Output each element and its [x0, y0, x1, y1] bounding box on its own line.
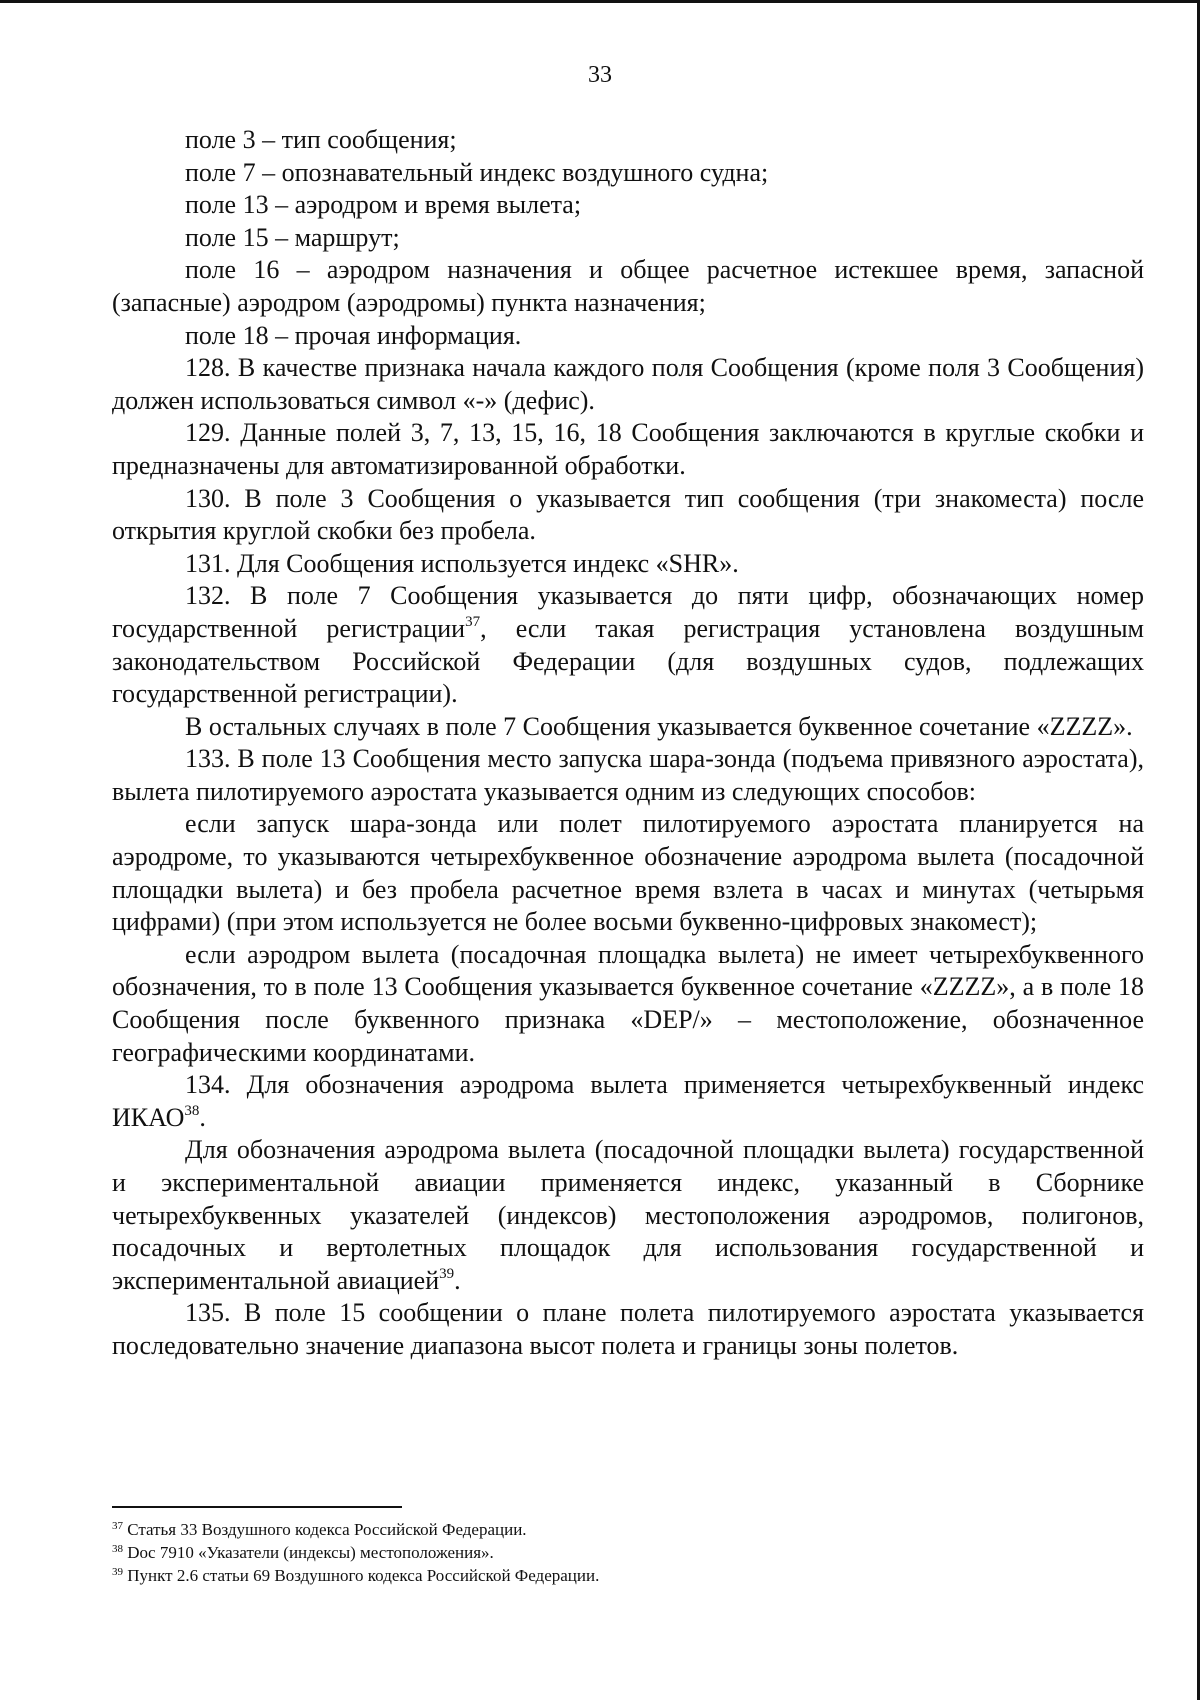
paragraph	[112, 1069, 1144, 1134]
paragraph: поле 16 – аэродром назначения и общее расчетное истекшее время, запасной (запасные) аэродром (аэродромы) пункта назначения;	[112, 255, 1144, 317]
footnote-number: 38	[112, 1543, 123, 1555]
paragraph: 131. Для Сообщения используется индекс «SHR».	[185, 548, 739, 578]
paragraph-text: .	[454, 1265, 461, 1295]
scan-edge-top	[0, 0, 1200, 3]
paragraph: 130. В поле 3 Сообщения о указывается тип сообщения (три знакоместа) после открытия круглой скобки без пробела.	[112, 483, 1144, 546]
paragraph-text: , если такая регистрация установлена воздушным законодательством Российской Федерации (для воздушных судов, подлежащих государственной регистрации).	[112, 613, 1144, 709]
paragraph	[112, 1134, 1144, 1297]
paragraph-text: Для обозначения аэродрома вылета (посадочной площадки вылета) государственной и экспериментальной авиации применяется индекс, указанный в Сборнике четырехбуквенных указателей (индексов) местоположения аэродромов, полигонов, посадочных и вертолетных площадок для использования государственной и экспериментальной авиацией	[112, 1135, 1144, 1295]
footnote-ref: 37	[465, 613, 481, 630]
footnote-number: 39	[112, 1566, 123, 1578]
page-number: 33	[588, 62, 612, 88]
footnote-text: Doc 7910 «Указатели (индексы) местоположения».	[123, 1543, 494, 1562]
paragraph: поле 13 – аэродром и время вылета;	[185, 190, 582, 220]
paragraph-text: 134. Для обозначения аэродрома вылета применяется четырехбуквенный индекс ИКАО	[112, 1070, 1144, 1132]
footnote-text: Пункт 2.6 статьи 69 Воздушного кодекса Российской Федерации.	[123, 1566, 600, 1585]
footnote	[112, 1518, 1144, 1541]
footnote-separator	[112, 1506, 402, 1508]
footnotes	[112, 1518, 1144, 1587]
paragraph: 133. В поле 13 Сообщения место запуска шара-зонда (подъема привязного аэростата), вылета пилотируемого аэростата указывается одним из следующих способов:	[112, 744, 1144, 806]
paragraph: если запуск шара-зонда или полет пилотируемого аэростата планируется на аэродроме, то указываются четырехбуквенное обозначение аэродрома вылета (посадочной площадки вылета) и без пробела расчетное время взлета в часах и минутах (четырьмя цифрами) (при этом используется не более восьми буквенно-цифровых знакомест);	[112, 809, 1144, 937]
paragraph-text: 132. В поле 7 Сообщения указывается до пяти цифр, обозначающих номер государственной регистрации	[112, 581, 1144, 643]
document-body	[112, 124, 1144, 1363]
paragraph: 129. Данные полей 3, 7, 13, 15, 16, 18 Сообщения заключаются в круглые скобки и предназначены для автоматизированной обработки.	[112, 418, 1144, 480]
footnote-number: 37	[112, 1520, 123, 1532]
paragraph: если аэродром вылета (посадочная площадка вылета) не имеет четырехбуквенного обозначения, то в поле 13 Сообщения указывается буквенное сочетание «ZZZZ», а в поле 18 Сообщения после буквенного признака «DEP/» – местоположение, обозначенное географическими координатами.	[112, 939, 1144, 1067]
footnote-text: Статья 33 Воздушного кодекса Российской Федерации.	[123, 1520, 527, 1539]
footnote-ref: 38	[184, 1102, 200, 1119]
paragraph: поле 7 – опознавательный индекс воздушного судна;	[185, 157, 769, 187]
paragraph	[112, 580, 1144, 710]
paragraph-text: .	[199, 1102, 206, 1132]
paragraph: поле 3 – тип сообщения;	[185, 125, 457, 154]
paragraph: 135. В поле 15 сообщении о плане полета пилотируемого аэростата указывается последовательно значение диапазона высот полета и границы зоны полетов.	[112, 1298, 1144, 1360]
footnote-ref: 39	[439, 1265, 455, 1282]
paragraph: В остальных случаях в поле 7 Сообщения указывается буквенное сочетание «ZZZZ».	[185, 711, 1133, 741]
paragraph: поле 15 – маршрут;	[185, 222, 400, 252]
paragraph: 128. В качестве признака начала каждого поля Сообщения (кроме поля 3 Сообщения) должен использоваться символ «-» (дефис).	[112, 353, 1144, 415]
paragraph: поле 18 – прочая информация.	[185, 320, 522, 350]
footnote	[112, 1541, 1144, 1564]
footnote	[112, 1564, 1144, 1587]
